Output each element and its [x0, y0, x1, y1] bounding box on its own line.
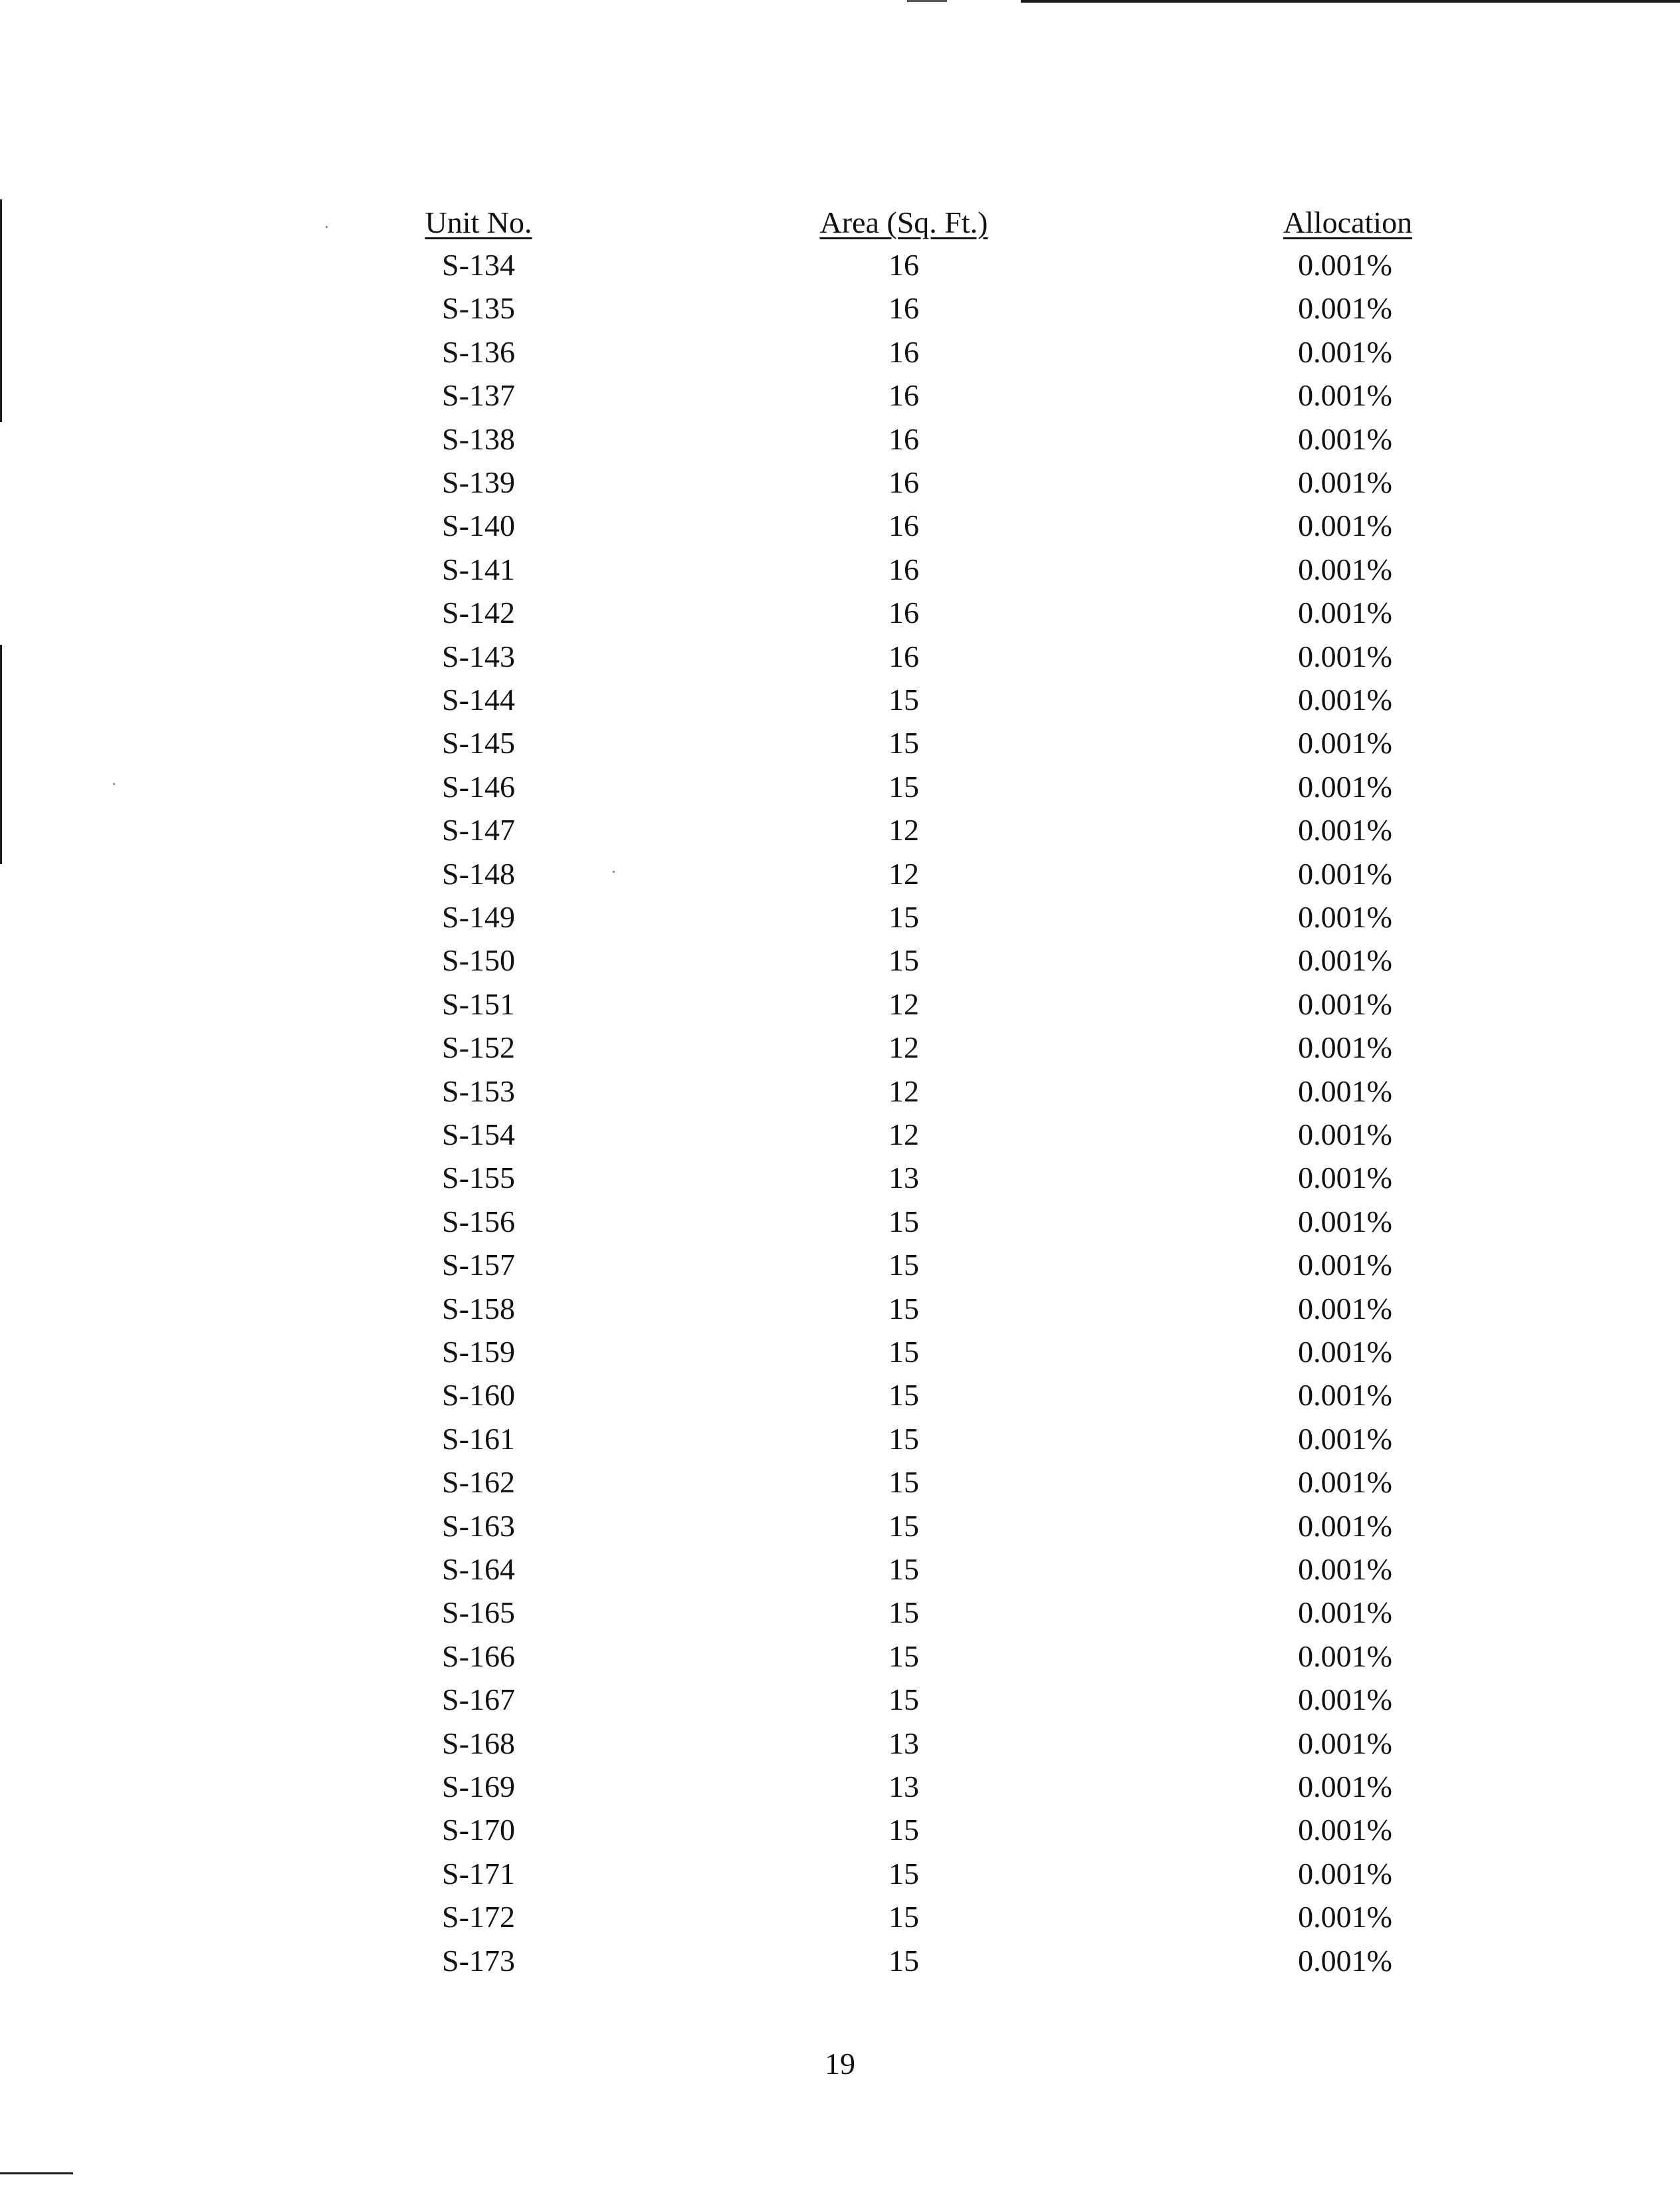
area-cell: 16 — [889, 465, 919, 499]
allocation-cell: 0.001% — [1298, 1552, 1392, 1586]
allocation-cell: 0.001% — [1298, 1030, 1392, 1065]
allocation-cell: 0.001% — [1298, 683, 1392, 717]
allocation-cell: 0.001% — [1298, 986, 1392, 1021]
allocation-cell: 0.001% — [1298, 1900, 1392, 1934]
allocation-cell: 0.001% — [1298, 465, 1392, 499]
area-cell: 15 — [889, 1465, 919, 1500]
table-row — [0, 1722, 1680, 1765]
unit-cell: S-143 — [442, 639, 515, 673]
allocation-cell: 0.001% — [1298, 769, 1392, 804]
allocation-cell: 0.001% — [1298, 1204, 1392, 1238]
table-header-row — [0, 201, 1680, 244]
allocation-cell: 0.001% — [1298, 856, 1392, 891]
table-row — [0, 1070, 1680, 1113]
area-cell: 16 — [889, 248, 919, 282]
table-row — [0, 1591, 1680, 1634]
unit-cell: S-136 — [442, 334, 515, 369]
unit-cell: S-147 — [442, 813, 515, 848]
header-unit-no: Unit No. — [425, 205, 532, 239]
allocation-cell: 0.001% — [1298, 1682, 1392, 1717]
table-row — [0, 1287, 1680, 1330]
area-cell: 15 — [889, 1248, 919, 1282]
area-cell: 15 — [889, 1639, 919, 1673]
allocation-cell: 0.001% — [1298, 1248, 1392, 1282]
allocation-cell: 0.001% — [1298, 1639, 1392, 1673]
unit-cell: S-139 — [442, 465, 515, 499]
unit-cell: S-144 — [442, 683, 515, 717]
table-row — [0, 765, 1680, 808]
allocation-cell: 0.001% — [1298, 900, 1392, 934]
table-row — [0, 1156, 1680, 1199]
table-row — [0, 721, 1680, 764]
table-row — [0, 982, 1680, 1026]
area-cell: 15 — [889, 1204, 919, 1238]
area-cell: 15 — [889, 1813, 919, 1847]
allocation-cell: 0.001% — [1298, 1421, 1392, 1456]
area-cell: 16 — [889, 509, 919, 543]
header-allocation: Allocation — [1283, 205, 1413, 239]
allocation-cell: 0.001% — [1298, 1335, 1392, 1369]
unit-cell: S-168 — [442, 1726, 515, 1760]
area-cell: 15 — [889, 683, 919, 717]
unit-cell: S-165 — [442, 1595, 515, 1630]
unit-cell: S-137 — [442, 378, 515, 413]
table-row — [0, 635, 1680, 678]
unit-cell: S-169 — [442, 1770, 515, 1803]
table-row — [0, 852, 1680, 895]
unit-cell: S-162 — [442, 1465, 515, 1500]
area-cell: 12 — [889, 986, 919, 1021]
table-row — [0, 895, 1680, 939]
table-row — [0, 591, 1680, 634]
area-cell: 16 — [889, 596, 919, 630]
unit-cell: S-156 — [442, 1204, 515, 1238]
area-cell: 15 — [889, 1291, 919, 1325]
unit-cell: S-160 — [442, 1378, 515, 1413]
unit-cell: S-149 — [442, 900, 515, 934]
unit-cell: S-172 — [442, 1900, 515, 1934]
table-row — [0, 1939, 1680, 1982]
unit-cell: S-164 — [442, 1552, 515, 1586]
area-cell: 15 — [889, 726, 919, 760]
unit-cell: S-161 — [442, 1421, 515, 1456]
table-row — [0, 1678, 1680, 1721]
allocation-cell: 0.001% — [1298, 596, 1392, 630]
header-area: Area (Sq. Ft.) — [819, 205, 988, 239]
table-row — [0, 1895, 1680, 1938]
allocation-cell: 0.001% — [1298, 943, 1392, 978]
table-row — [0, 461, 1680, 504]
area-cell: 13 — [889, 1726, 919, 1760]
unit-cell: S-173 — [442, 1943, 515, 1978]
area-cell: 15 — [889, 1856, 919, 1891]
area-cell: 15 — [889, 1900, 919, 1934]
table-row — [0, 808, 1680, 852]
unit-cell: S-148 — [442, 856, 515, 891]
unit-cell: S-135 — [442, 291, 515, 326]
table-row — [0, 678, 1680, 721]
table-row — [0, 1852, 1680, 1895]
area-cell: 16 — [889, 552, 919, 586]
table-row — [0, 330, 1680, 374]
table-row — [0, 287, 1680, 330]
unit-cell: S-138 — [442, 421, 515, 456]
area-cell: 16 — [889, 291, 919, 326]
area-cell: 16 — [889, 639, 919, 673]
area-cell: 12 — [889, 1117, 919, 1151]
table-row — [0, 1548, 1680, 1591]
area-cell: 12 — [889, 1074, 919, 1108]
table-row — [0, 1808, 1680, 1851]
table-row — [0, 1373, 1680, 1417]
area-cell: 13 — [889, 1161, 919, 1195]
allocation-cell: 0.001% — [1298, 509, 1392, 543]
allocation-cell: 0.001% — [1298, 1726, 1392, 1760]
scan-edge-line — [0, 2172, 73, 2174]
table-row — [0, 1330, 1680, 1373]
allocation-cell: 0.001% — [1298, 552, 1392, 586]
allocation-cell: 0.001% — [1298, 1074, 1392, 1108]
area-cell: 15 — [889, 1508, 919, 1543]
area-cell: 15 — [889, 1943, 919, 1978]
allocation-cell: 0.001% — [1298, 1856, 1392, 1891]
unit-cell: S-152 — [442, 1030, 515, 1065]
table-row — [0, 417, 1680, 461]
table-row — [0, 1026, 1680, 1069]
allocation-cell: 0.001% — [1298, 813, 1392, 848]
allocation-cell: 0.001% — [1298, 726, 1392, 760]
unit-cell: S-155 — [442, 1161, 515, 1195]
table-row — [0, 1460, 1680, 1504]
unit-cell: S-171 — [442, 1856, 515, 1891]
table-row — [0, 374, 1680, 417]
area-cell: 15 — [889, 1682, 919, 1717]
allocation-cell: 0.001% — [1298, 1465, 1392, 1500]
unit-cell: S-153 — [442, 1074, 515, 1108]
unit-cell: S-145 — [442, 726, 515, 760]
allocation-cell: 0.001% — [1298, 1117, 1392, 1151]
allocation-cell: 0.001% — [1298, 1813, 1392, 1847]
page-number: 19 — [825, 2047, 855, 2081]
area-cell: 15 — [889, 1335, 919, 1369]
unit-cell: S-134 — [442, 248, 515, 282]
unit-cell: S-158 — [442, 1291, 515, 1325]
area-cell: 15 — [889, 1552, 919, 1586]
allocation-cell: 0.001% — [1298, 248, 1392, 282]
allocation-cell: 0.001% — [1298, 334, 1392, 369]
allocation-cell: 0.001% — [1298, 1161, 1392, 1195]
scan-edge-line — [907, 0, 947, 2]
table-row — [0, 1113, 1680, 1156]
scan-edge-line — [1021, 0, 1680, 3]
unit-cell: S-146 — [442, 769, 515, 804]
allocation-cell: 0.001% — [1298, 1595, 1392, 1630]
allocation-cell: 0.001% — [1298, 1291, 1392, 1325]
table-row — [0, 939, 1680, 982]
table-row — [0, 1765, 1680, 1808]
area-cell: 12 — [889, 1030, 919, 1065]
table-row — [0, 1243, 1680, 1286]
table-row — [0, 1200, 1680, 1243]
area-cell: 15 — [889, 1378, 919, 1413]
unit-cell: S-170 — [442, 1813, 515, 1847]
allocation-cell: 0.001% — [1298, 421, 1392, 456]
unit-cell: S-140 — [442, 509, 515, 543]
area-cell: 16 — [889, 334, 919, 369]
unit-cell: S-159 — [442, 1335, 515, 1369]
unit-cell: S-141 — [442, 552, 515, 586]
allocation-cell: 0.001% — [1298, 1770, 1392, 1803]
table-row — [0, 243, 1680, 287]
unit-cell: S-166 — [442, 1639, 515, 1673]
unit-cell: S-167 — [442, 1682, 515, 1717]
table-row — [0, 1504, 1680, 1548]
table-row — [0, 1635, 1680, 1678]
table-row — [0, 548, 1680, 591]
allocation-cell: 0.001% — [1298, 291, 1392, 326]
allocation-cell: 0.001% — [1298, 378, 1392, 413]
allocation-cell: 0.001% — [1298, 1378, 1392, 1413]
unit-cell: S-151 — [442, 986, 515, 1021]
unit-cell: S-157 — [442, 1248, 515, 1282]
area-cell: 15 — [889, 769, 919, 804]
area-cell: 16 — [889, 378, 919, 413]
area-cell: 12 — [889, 856, 919, 891]
table-row — [0, 1417, 1680, 1460]
area-cell: 16 — [889, 421, 919, 456]
unit-cell: S-163 — [442, 1508, 515, 1543]
unit-cell: S-142 — [442, 596, 515, 630]
area-cell: 13 — [889, 1770, 919, 1803]
table-row — [0, 504, 1680, 547]
allocation-cell: 0.001% — [1298, 1943, 1392, 1978]
allocation-cell: 0.001% — [1298, 1508, 1392, 1543]
area-cell: 15 — [889, 943, 919, 978]
allocation-cell: 0.001% — [1298, 639, 1392, 673]
area-cell: 15 — [889, 1595, 919, 1630]
area-cell: 12 — [889, 813, 919, 848]
unit-cell: S-150 — [442, 943, 515, 978]
unit-cell: S-154 — [442, 1117, 515, 1151]
area-cell: 15 — [889, 900, 919, 934]
area-cell: 15 — [889, 1421, 919, 1456]
